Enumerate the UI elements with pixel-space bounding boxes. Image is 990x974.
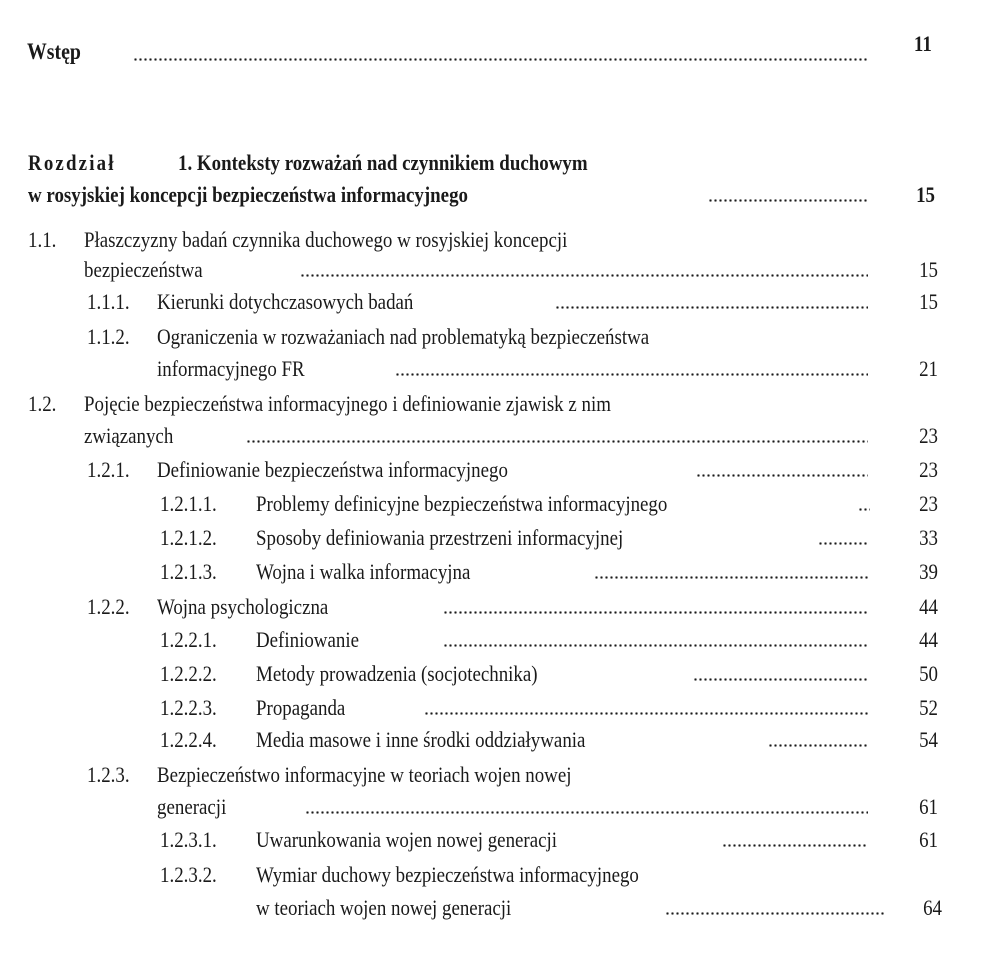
dot-leader bbox=[722, 844, 868, 847]
dot-leader bbox=[665, 912, 885, 915]
entry-title: Płaszczyzny badań czynnika duchowego w rosyjskiej koncepcji bbox=[84, 227, 568, 252]
entry-title: Media masowe i inne środki oddziaływania bbox=[256, 727, 586, 752]
toc-entry-continuation[interactable] bbox=[0, 255, 990, 285]
page-number: 33 bbox=[919, 525, 938, 550]
entry-title: Uwarunkowania wojen nowej generacji bbox=[256, 827, 558, 852]
toc-entry-continuation[interactable] bbox=[0, 893, 990, 923]
entry-title: Pojęcie bezpieczeństwa informacyjnego i definiowanie zjawisk z nim bbox=[84, 391, 611, 416]
entry-title: Wymiar duchowy bezpieczeństwa informacyjnego bbox=[256, 862, 639, 887]
dot-leader bbox=[443, 611, 868, 614]
entry-title-line2: generacji bbox=[157, 794, 227, 819]
entry-number: 1.1. bbox=[28, 227, 57, 252]
entry-title: Definiowanie bbox=[256, 627, 359, 652]
page-number: 44 bbox=[919, 594, 938, 619]
entry-title: Kierunki dotychczasowych badań bbox=[157, 289, 414, 314]
toc-entry-continuation[interactable] bbox=[0, 354, 990, 384]
chapter-title-line2: w rosyjskiej koncepcji bezpieczeństwa informacyjnego bbox=[28, 182, 468, 207]
page-number: 23 bbox=[919, 491, 938, 516]
entry-number: 1.2. bbox=[28, 391, 57, 416]
toc-entry[interactable] bbox=[0, 725, 990, 755]
dot-leader bbox=[858, 508, 870, 511]
toc-entry[interactable] bbox=[0, 557, 990, 587]
entry-number: 1.2.1.3. bbox=[160, 559, 217, 584]
entry-number: 1.2.3. bbox=[87, 762, 130, 787]
entry-number: 1.2.1.2. bbox=[160, 525, 217, 550]
dot-leader bbox=[708, 199, 868, 202]
toc-entry[interactable] bbox=[0, 389, 990, 419]
entry-title: Wojna psychologiczna bbox=[157, 594, 329, 619]
entry-number: 1.2.1. bbox=[87, 457, 130, 482]
page-number: 39 bbox=[919, 559, 938, 584]
toc-entry[interactable] bbox=[0, 760, 990, 790]
dot-leader bbox=[594, 576, 868, 579]
dot-leader bbox=[133, 58, 868, 61]
page-number: 50 bbox=[919, 661, 938, 686]
page-number: 15 bbox=[919, 257, 938, 282]
page-number: 11 bbox=[914, 31, 932, 56]
toc-entry[interactable] bbox=[0, 287, 990, 317]
dot-leader bbox=[424, 712, 868, 715]
toc-entry[interactable] bbox=[0, 625, 990, 655]
entry-title: Metody prowadzenia (socjotechnika) bbox=[256, 661, 538, 686]
entry-title: Wstęp bbox=[27, 39, 81, 64]
dot-leader bbox=[818, 542, 868, 545]
toc-entry-continuation[interactable] bbox=[0, 792, 990, 822]
toc-entry[interactable] bbox=[0, 825, 990, 855]
entry-title: Propaganda bbox=[256, 695, 346, 720]
toc-entry[interactable] bbox=[0, 225, 990, 255]
dot-leader bbox=[246, 440, 868, 443]
toc-entry[interactable] bbox=[0, 489, 990, 519]
toc-entry[interactable] bbox=[0, 523, 990, 553]
entry-number: 1.2.2.2. bbox=[160, 661, 217, 686]
entry-title: Problemy definicyjne bezpieczeństwa informacyjnego bbox=[256, 491, 668, 516]
toc-entry-intro[interactable] bbox=[0, 31, 990, 67]
entry-title: Bezpieczeństwo informacyjne w teoriach wojen nowej bbox=[157, 762, 572, 787]
page-number: 64 bbox=[923, 895, 942, 920]
entry-title: Sposoby definiowania przestrzeni informacyjnej bbox=[256, 525, 624, 550]
dot-leader bbox=[443, 644, 868, 647]
page-number: 61 bbox=[919, 794, 938, 819]
page-number: 15 bbox=[916, 182, 935, 207]
dot-leader bbox=[305, 811, 868, 814]
dot-leader bbox=[693, 678, 868, 681]
entry-number: 1.2.3.2. bbox=[160, 862, 217, 887]
page-number: 15 bbox=[919, 289, 938, 314]
entry-title: Definiowanie bezpieczeństwa informacyjnego bbox=[157, 457, 508, 482]
entry-number: 1.2.2.4. bbox=[160, 727, 217, 752]
entry-title-line2: w teoriach wojen nowej generacji bbox=[256, 895, 512, 920]
page-number: 54 bbox=[919, 727, 938, 752]
chapter-heading[interactable] bbox=[0, 148, 990, 178]
dot-leader bbox=[696, 474, 868, 477]
entry-number: 1.2.2.3. bbox=[160, 695, 217, 720]
entry-title-line2: związanych bbox=[84, 423, 174, 448]
page-number: 23 bbox=[919, 457, 938, 482]
dot-leader bbox=[395, 373, 868, 376]
entry-number: 1.1.2. bbox=[87, 324, 130, 349]
entry-title-line2: informacyjnego FR bbox=[157, 356, 305, 381]
entry-number: 1.1.1. bbox=[87, 289, 130, 314]
chapter-label: Rozdział bbox=[28, 150, 116, 175]
toc-entry[interactable] bbox=[0, 592, 990, 622]
toc-entry[interactable] bbox=[0, 659, 990, 689]
page-number: 52 bbox=[919, 695, 938, 720]
page-number: 21 bbox=[919, 356, 938, 381]
entry-title: Wojna i walka informacyjna bbox=[256, 559, 471, 584]
entry-number: 1.2.3.1. bbox=[160, 827, 217, 852]
toc-entry[interactable] bbox=[0, 860, 990, 890]
page-number: 61 bbox=[919, 827, 938, 852]
toc-entry[interactable] bbox=[0, 455, 990, 485]
page-number: 23 bbox=[919, 423, 938, 448]
dot-leader bbox=[555, 306, 868, 309]
entry-number: 1.2.2. bbox=[87, 594, 130, 619]
chapter-heading-line2[interactable] bbox=[0, 180, 990, 210]
entry-title: Ograniczenia w rozważaniach nad problematyką bezpieczeństwa bbox=[157, 324, 650, 349]
toc-entry-continuation[interactable] bbox=[0, 421, 990, 451]
chapter-title-line1: 1. Konteksty rozważań nad czynnikiem duchowym bbox=[178, 150, 588, 175]
page-number: 44 bbox=[919, 627, 938, 652]
entry-number: 1.2.2.1. bbox=[160, 627, 217, 652]
toc-entry[interactable] bbox=[0, 693, 990, 723]
toc-entry[interactable] bbox=[0, 322, 990, 352]
dot-leader bbox=[768, 744, 868, 747]
entry-number: 1.2.1.1. bbox=[160, 491, 217, 516]
entry-title-line2: bezpieczeństwa bbox=[84, 257, 203, 282]
dot-leader bbox=[300, 274, 868, 277]
